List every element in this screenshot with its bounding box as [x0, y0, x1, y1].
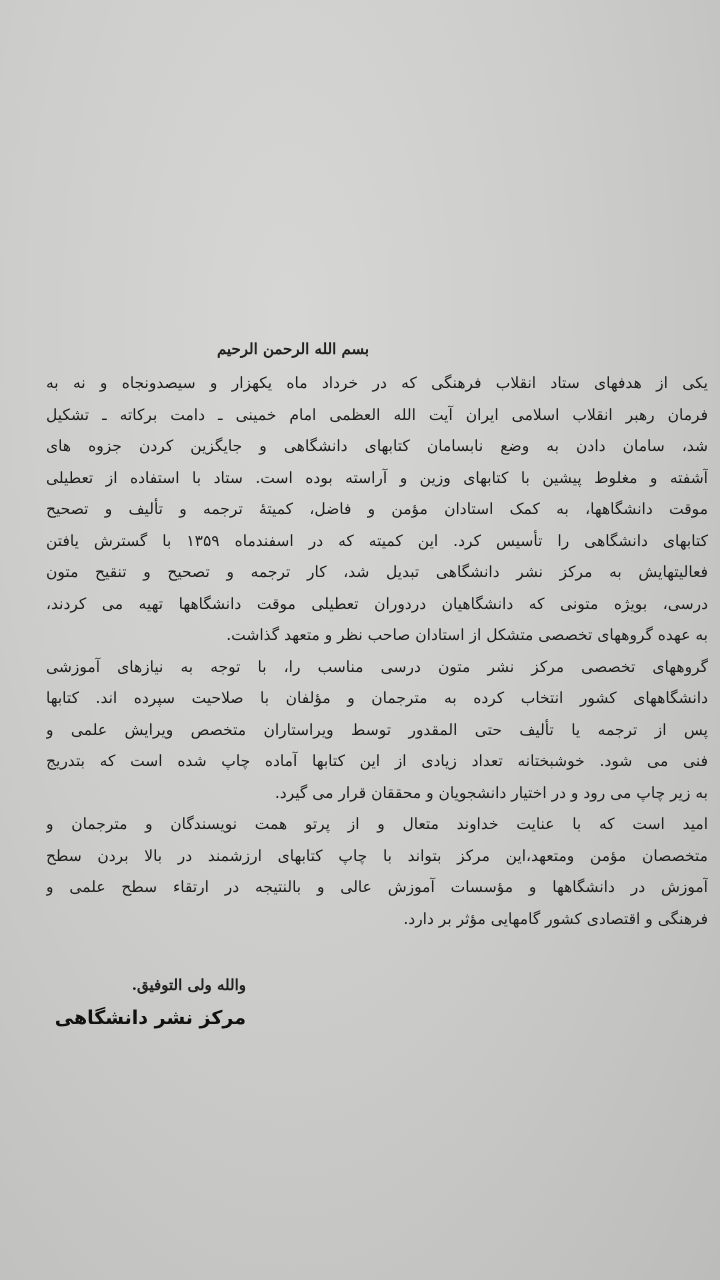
text-line: به زیر چاپ می رود و در اختیار دانشجویان و محققان قرار می گیرد.: [274, 783, 708, 802]
text-line: موقت دانشگاهها، به کمک استادان مؤمن و فاضل، کمیتهٔ ترجمه و تألیف و تصحیح: [46, 500, 708, 518]
text-line: درسی، بویژه متونی که دانشگاهیان دردوران تعطیلی موقت دانشگاهها تهیه می کردند،: [46, 594, 708, 613]
closing-phrase: والله ولی التوفیق.: [131, 976, 246, 994]
text-line: شد، سامان دادن به وضع نابسامان کتابهای دانشگاهی و جایگزین کردن جزوه های: [46, 437, 708, 455]
closing-block: [28, 971, 708, 1037]
body-text: [28, 368, 708, 935]
text-line: پس از ترجمه یا تألیف حتی المقدور توسط ویراستاران متخصص ویرایش علمی و: [46, 720, 708, 739]
text-line: فرهنگی و اقتصادی کشور گامهایی مؤثر بر دارد.: [403, 909, 708, 928]
text-line: فرمان رهبر انقلاب اسلامی ایران آیت الله العظمی امام خمینی ـ دامت برکاته ـ تشکیل: [46, 405, 708, 424]
text-line: گروههای تخصصی مرکز نشر متون درسی مناسب را، با توجه به نیازهای آموزشی: [46, 657, 708, 676]
text-line: دانشگاههای کشور انتخاب کرده به مترجمان و مؤلفان با صلاحیت سپرده اند. کتابها: [46, 689, 708, 707]
text-line: فعالیتهایش به مرکز نشر دانشگاهی تبدیل شد، کار ترجمه و تصحیح و تنقیح متون: [46, 563, 708, 581]
text-line: متخصصان مؤمن ومتعهد،این مرکز بتواند با چاپ کتابهای ارزشمند در بالا بردن سطح: [46, 846, 708, 865]
publisher-signature: مرکز نشر دانشگاهی: [54, 1007, 246, 1029]
text-line: به عهده گروههای تخصصی متشکل از استادان صاحب نظر و متعهد گذاشت.: [226, 626, 708, 644]
text-line: امید است که با عنایت خداوند متعال و از پرتو همت نویسندگان و مترجمان و: [46, 815, 708, 833]
text-line: فنی می شود. خوشبختانه تعداد زیادی از این کتابها آماده چاپ شده است که بتدریج: [46, 752, 708, 770]
basmala-heading: بسم الله الرحمن الرحیم: [216, 340, 370, 358]
text-line: یکی از هدفهای ستاد انقلاب فرهنگی که در خرداد ماه یکهزار و سیصدونجاه و نه به: [46, 374, 708, 392]
text-line: آموزش در دانشگاهها و مؤسسات آموزش عالی و بالنتیجه در ارتقاء سطح علمی و: [46, 878, 708, 896]
text-line: آشفته و مغلوط پیشین با کتابهای وزین و آراسته بوده است. ستاد با استفاده از تعطیلی: [46, 468, 708, 487]
document-page: [28, 330, 708, 1110]
text-line: کتابهای دانشگاهی را تأسیس کرد. این کمیته که در اسفندماه ۱۳۵۹ با گسترش یافتن: [46, 531, 708, 550]
